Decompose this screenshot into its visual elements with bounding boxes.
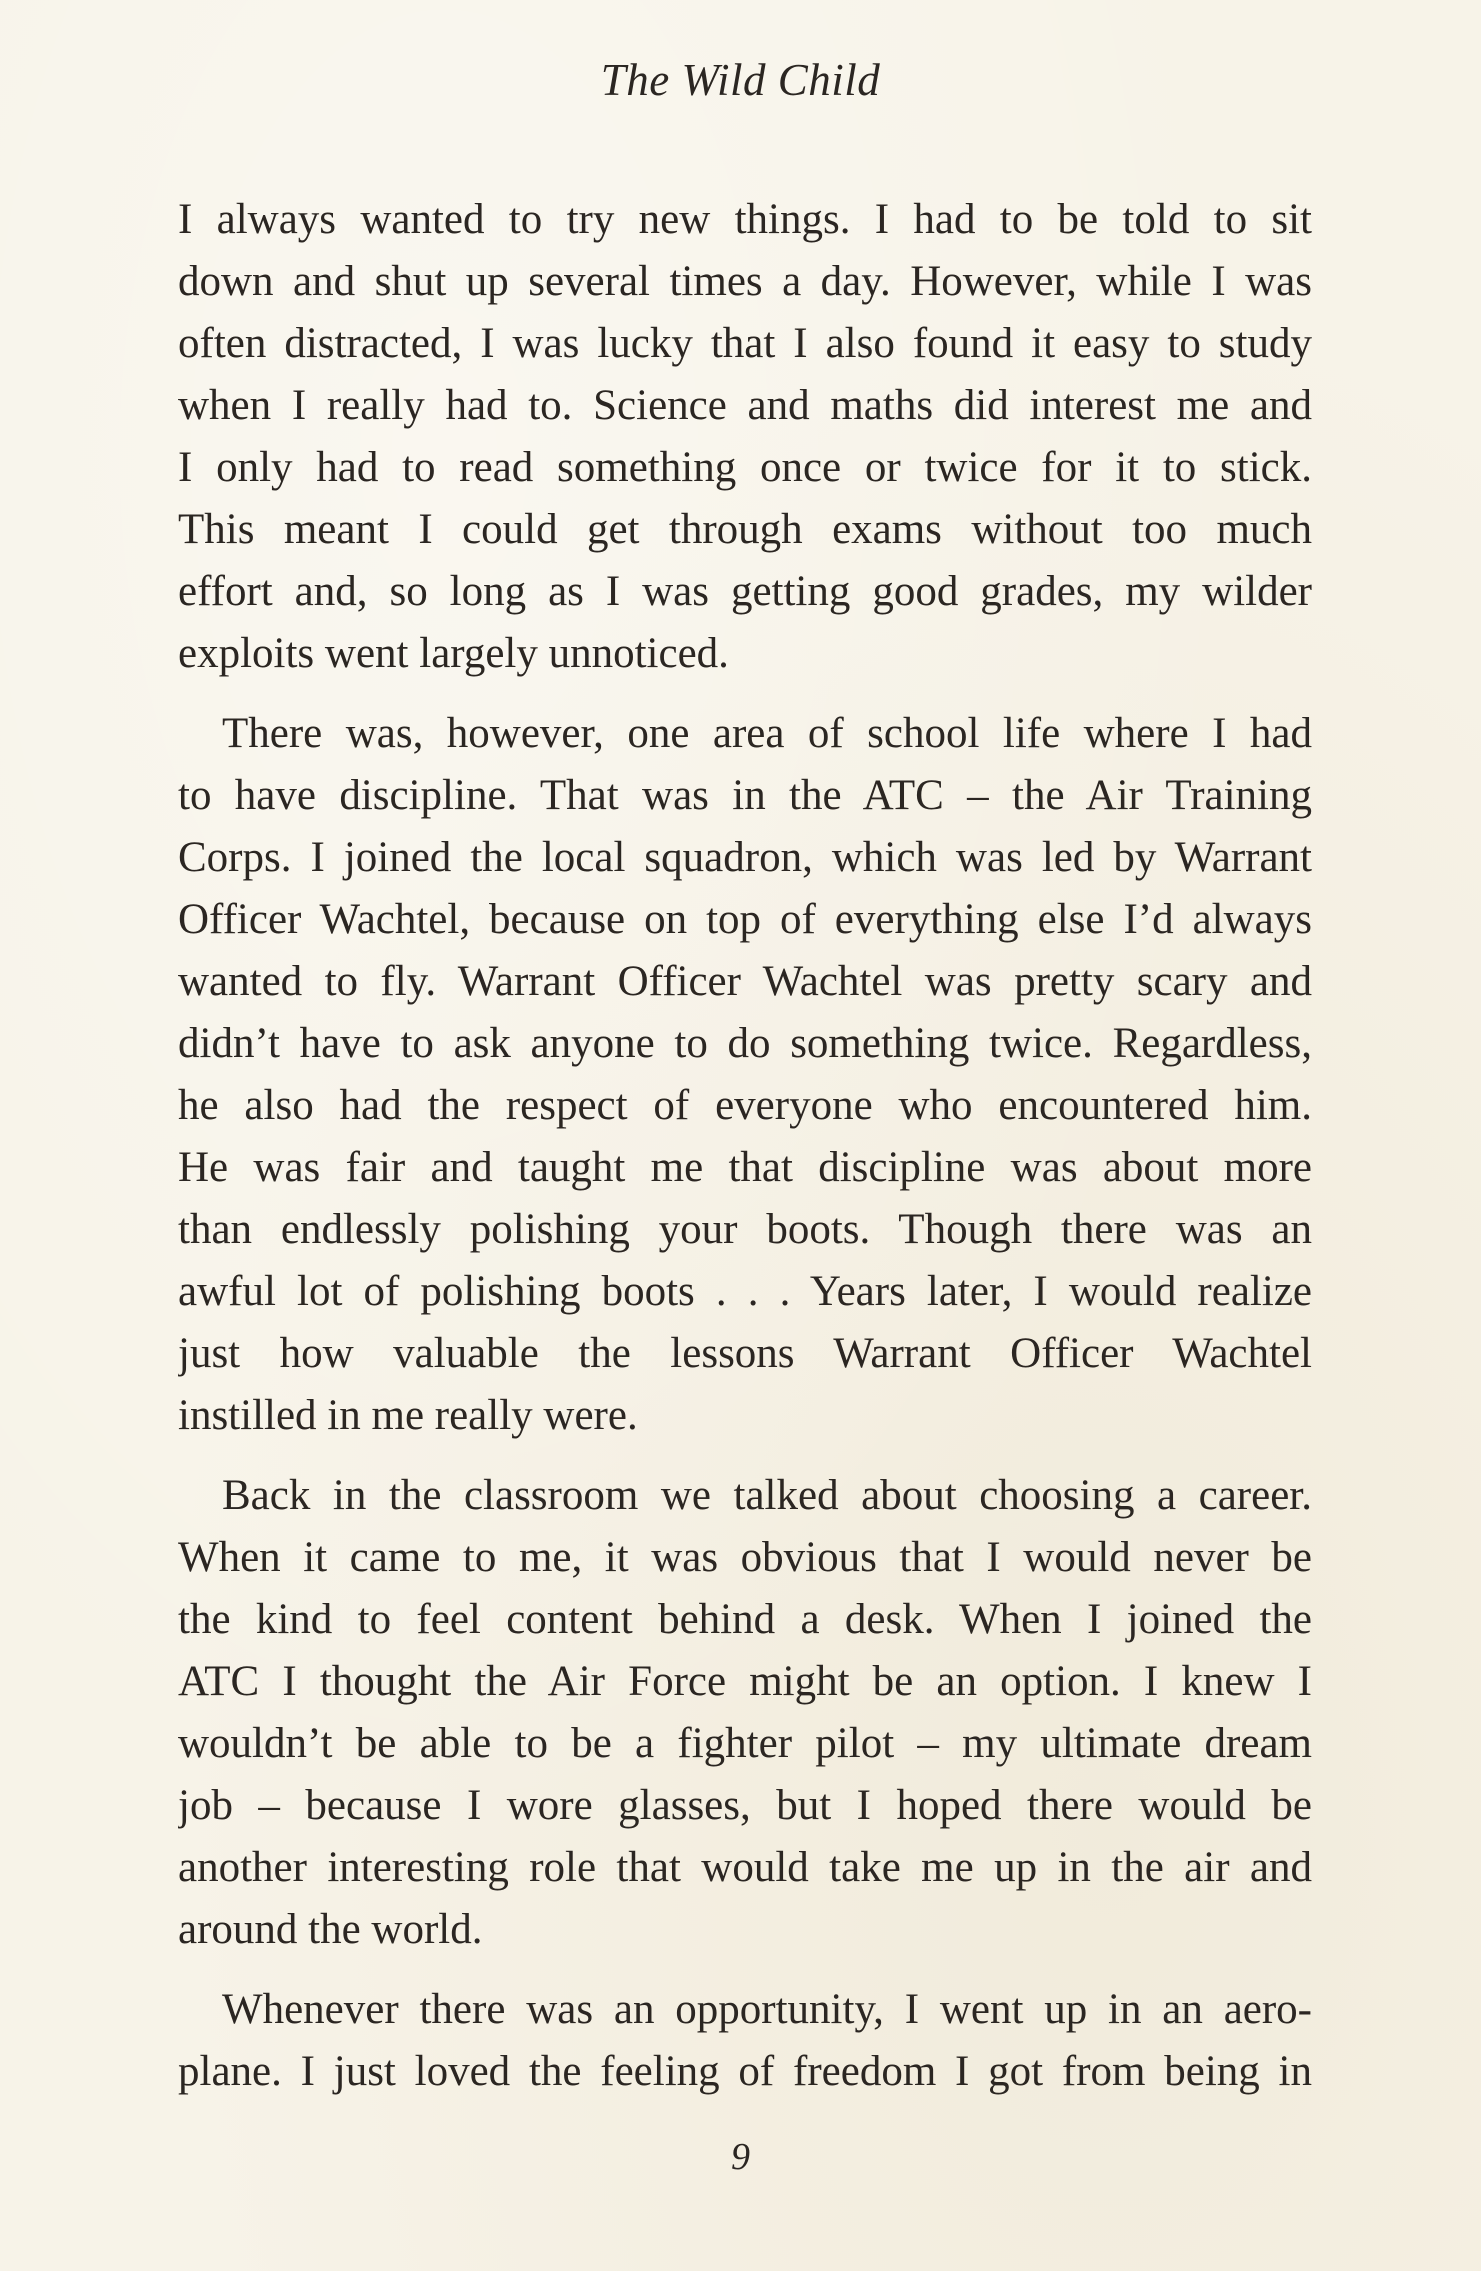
text-line: wouldn’t be able to be a fighter pilot – my ultimate dream — [178, 1720, 1312, 1767]
text-line: another interesting role that would take me up in the air and — [178, 1844, 1312, 1891]
paragraph-4 — [178, 1979, 1312, 2103]
text-line: to have discipline. That was in the ATC – the Air Training — [178, 772, 1312, 819]
text-line: He was fair and taught me that discipline was about more — [178, 1144, 1312, 1191]
text-line: ATC I thought the Air Force might be an option. I knew I — [178, 1658, 1312, 1705]
text-line: job – because I wore glasses, but I hoped there would be — [178, 1782, 1312, 1829]
text-line: plane. I just loved the feeling of freedom I got from being in — [178, 2048, 1312, 2095]
text-line: There was, however, one area of school life where I had — [222, 710, 1312, 757]
paragraph-gap — [178, 685, 1312, 703]
text-line: instilled in me really were. — [178, 1392, 638, 1439]
paragraph-2 — [178, 703, 1312, 1447]
text-line: wanted to fly. Warrant Officer Wachtel was pretty scary and — [178, 958, 1312, 1005]
text-line: around the world. — [178, 1906, 483, 1953]
text-line: the kind to feel content behind a desk. When I joined the — [178, 1596, 1312, 1643]
text-line: didn’t have to ask anyone to do something twice. Regardless, — [178, 1020, 1312, 1067]
body-text — [178, 189, 1312, 2103]
text-line: I only had to read something once or twice for it to stick. — [178, 444, 1312, 491]
text-line: Corps. I joined the local squadron, which was led by Warrant — [178, 834, 1312, 881]
paragraph-1 — [178, 189, 1312, 685]
text-line: Officer Wachtel, because on top of everything else I’d always — [178, 896, 1312, 943]
text-line: down and shut up several times a day. However, while I was — [178, 258, 1312, 305]
text-line: effort and, so long as I was getting good grades, my wilder — [178, 568, 1312, 615]
text-line: he also had the respect of everyone who encountered him. — [178, 1082, 1312, 1129]
page-number: 9 — [731, 2136, 750, 2178]
text-line: than endlessly polishing your boots. Though there was an — [178, 1206, 1312, 1253]
text-line: when I really had to. Science and maths did interest me and — [178, 382, 1312, 429]
text-line: often distracted, I was lucky that I also found it easy to study — [178, 320, 1312, 367]
running-head: The Wild Child — [600, 55, 881, 105]
text-line: This meant I could get through exams without too much — [178, 506, 1312, 553]
text-line: awful lot of polishing boots . . . Years later, I would realize — [178, 1268, 1312, 1315]
text-line: I always wanted to try new things. I had to be told to sit — [178, 196, 1312, 243]
text-line: When it came to me, it was obvious that I would never be — [178, 1534, 1312, 1581]
text-line: just how valuable the lessons Warrant Officer Wachtel — [178, 1330, 1312, 1377]
text-line: exploits went largely unnoticed. — [178, 630, 729, 677]
text-line: Whenever there was an opportunity, I went up in an aero- — [222, 1986, 1312, 2033]
paragraph-gap — [178, 1961, 1312, 1979]
paragraph-gap — [178, 1447, 1312, 1465]
text-line: Back in the classroom we talked about choosing a career. — [222, 1472, 1312, 1519]
paragraph-3 — [178, 1465, 1312, 1961]
